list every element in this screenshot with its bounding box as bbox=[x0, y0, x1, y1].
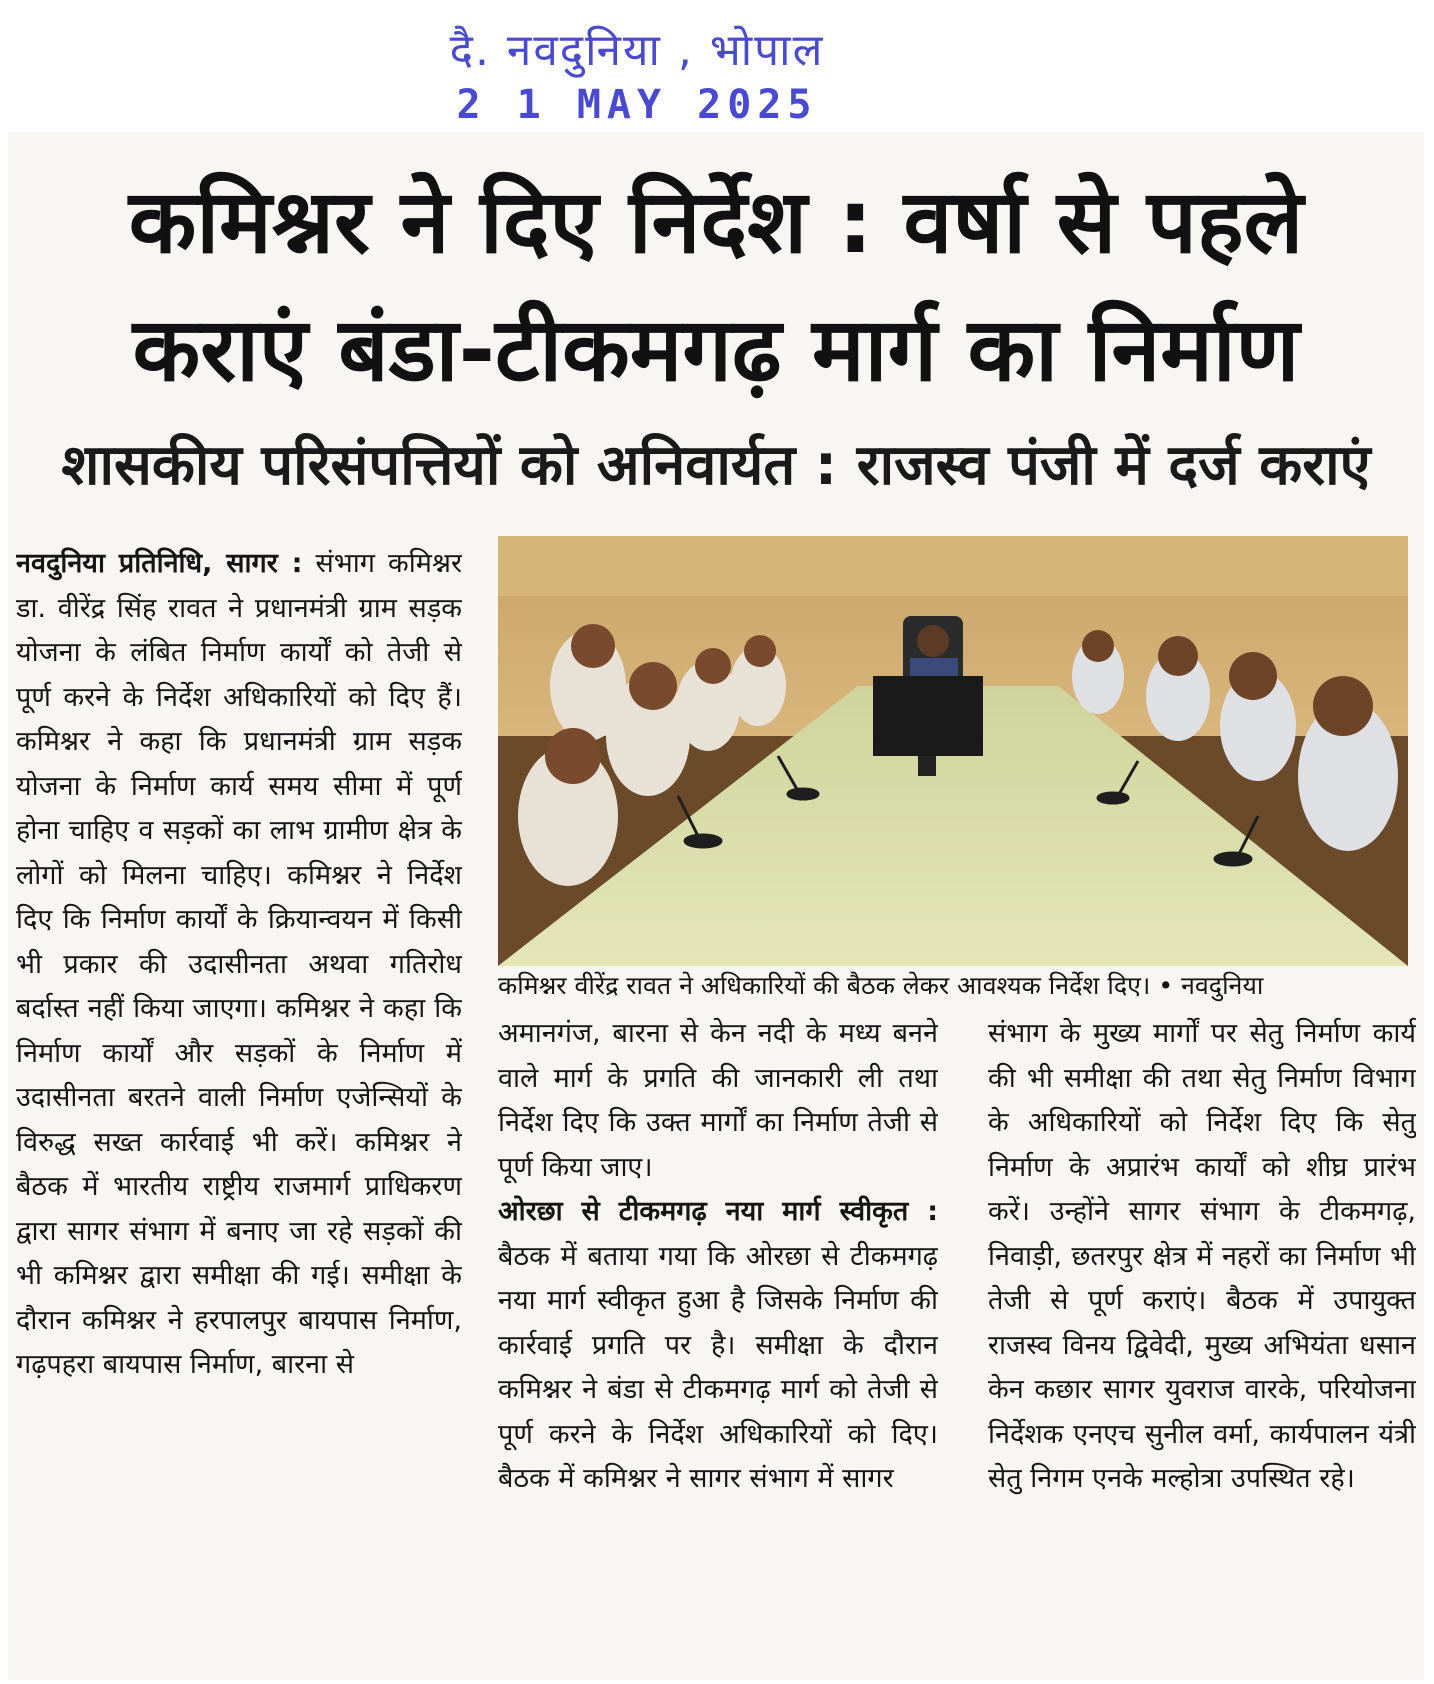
newspaper-stamp: दै. नवदुनिया , भोपाल bbox=[449, 25, 825, 76]
byline: नवदुनिया प्रतिनिधि, सागर : bbox=[16, 548, 303, 579]
column-2-subhead: ओरछा से टीकमगढ़ नया मार्ग स्वीकृत : bbox=[498, 1196, 938, 1227]
headline-line-2: कराएं बंडा-टीकमगढ़ मार्ग का निर्माण bbox=[132, 298, 1300, 401]
newspaper-clipping bbox=[8, 132, 1424, 1680]
column-1-text: संभाग कमिश्नर डा. वीरेंद्र सिंह रावत ने प्रधानमंत्री ग्राम सड़क योजना के लंबित निर्माण कार्यों को तेजी से पूर्ण करने के निर्देश अधिकारियों को दिए हैं। कमिश्नर ने कहा कि प्रधानमंत्री ग्राम सड़क योजना के निर्माण कार्य समय सीमा में पूर्ण होना चाहिए व सड़कों का लाभ ग्रामीण क्षेत्र के लोगों को मिलना चाहिए। कमिश्नर ने निर्देश दिए कि निर्माण कार्यों के क्रियान्वयन में किसी भी प्रकार की उदासीनता अथवा गतिरोध बर्दास्त नहीं किया जाएगा। कमिश्नर ने कहा कि निर्माण कार्यों और सड़कों के निर्माण में उदासीनता बरतने वाली निर्माण एजेन्सियों के विरुद्ध सख्त कार्रवाई भी करें। कमिश्नर ने बैठक में भारतीय राष्ट्रीय राजमार्ग प्राधिकरण द्वारा सागर संभाग में बनाए जा रहे सड़कों की भी कमिश्नर द्वारा समीक्षा की गई। समीक्षा के दौरान कमिश्नर ने हरपालपुर बायपास निर्माण, गढ़पहरा बायपास निर्माण, बारना से bbox=[16, 548, 462, 1380]
column-2-text-2: बैठक में बताया गया कि ओरछा से टीकमगढ़ नया मार्ग स्वीकृत हुआ है जिसके निर्माण की कार्रवाई प्रगति पर है। समीक्षा के दौरान कमिश्नर ने बंडा से टीकमगढ़ मार्ग को तेजी से पूर्ण करने के निर्देश अधिकारियों को दिए। बैठक में कमिश्नर ने सागर संभाग में सागर bbox=[498, 1240, 938, 1494]
column-3-text: संभाग के मुख्य मार्गों पर सेतु निर्माण कार्य की भी समीक्षा की तथा सेतु निर्माण विभाग के अधिकारियों को निर्देश दिए कि सेतु निर्माण के अप्रारंभ कार्यों को शीघ्र प्रारंभ करें। उन्होंने सागर संभाग के टीकमगढ़, निवाड़ी, छतरपुर क्षेत्र में नहरों का निर्माण भी तेजी से पूर्ण कराएं। बैठक में उपायुक्त राजस्व विनय द्विवेदी, मुख्य अभियंता धसान केन कछार सागर युवराज वारके, परियोजना निर्देशक एनएच सुनील वर्मा, कार्यपालन यंत्री सेतु निगम एनके मल्होत्रा उपस्थित रहे। bbox=[988, 1018, 1416, 1494]
headline-line-1: कमिश्नर ने दिए निर्देश : वर्षा से पहले bbox=[128, 170, 1304, 273]
column-2-text: अमानगंज, बारना से केन नदी के मध्य बनने वाले मार्ग के प्रगति की जानकारी ली तथा निर्देश दिए कि उक्त मार्गों का निर्माण तेजी से पूर्ण किया जाए। bbox=[498, 1018, 938, 1183]
date-stamp: 2 1 MAY 2025 bbox=[456, 82, 818, 128]
article-column-1 bbox=[16, 542, 462, 1672]
subheadline: शासकीय परिसंपत्तियों को अनिवार्यत : राजस्व पंजी में दर्ज कराएं bbox=[61, 433, 1371, 498]
photo-caption: कमिश्नर वीरेंद्र रावत ने अधिकारियों की बैठक लेकर आवश्यक निर्देश दिए। • नवदुनिया bbox=[498, 971, 1264, 1000]
article-column-3 bbox=[988, 1012, 1416, 1672]
meeting-photo-image bbox=[498, 536, 1408, 966]
article-column-2 bbox=[498, 1012, 938, 1672]
meeting-photo bbox=[498, 536, 1408, 966]
